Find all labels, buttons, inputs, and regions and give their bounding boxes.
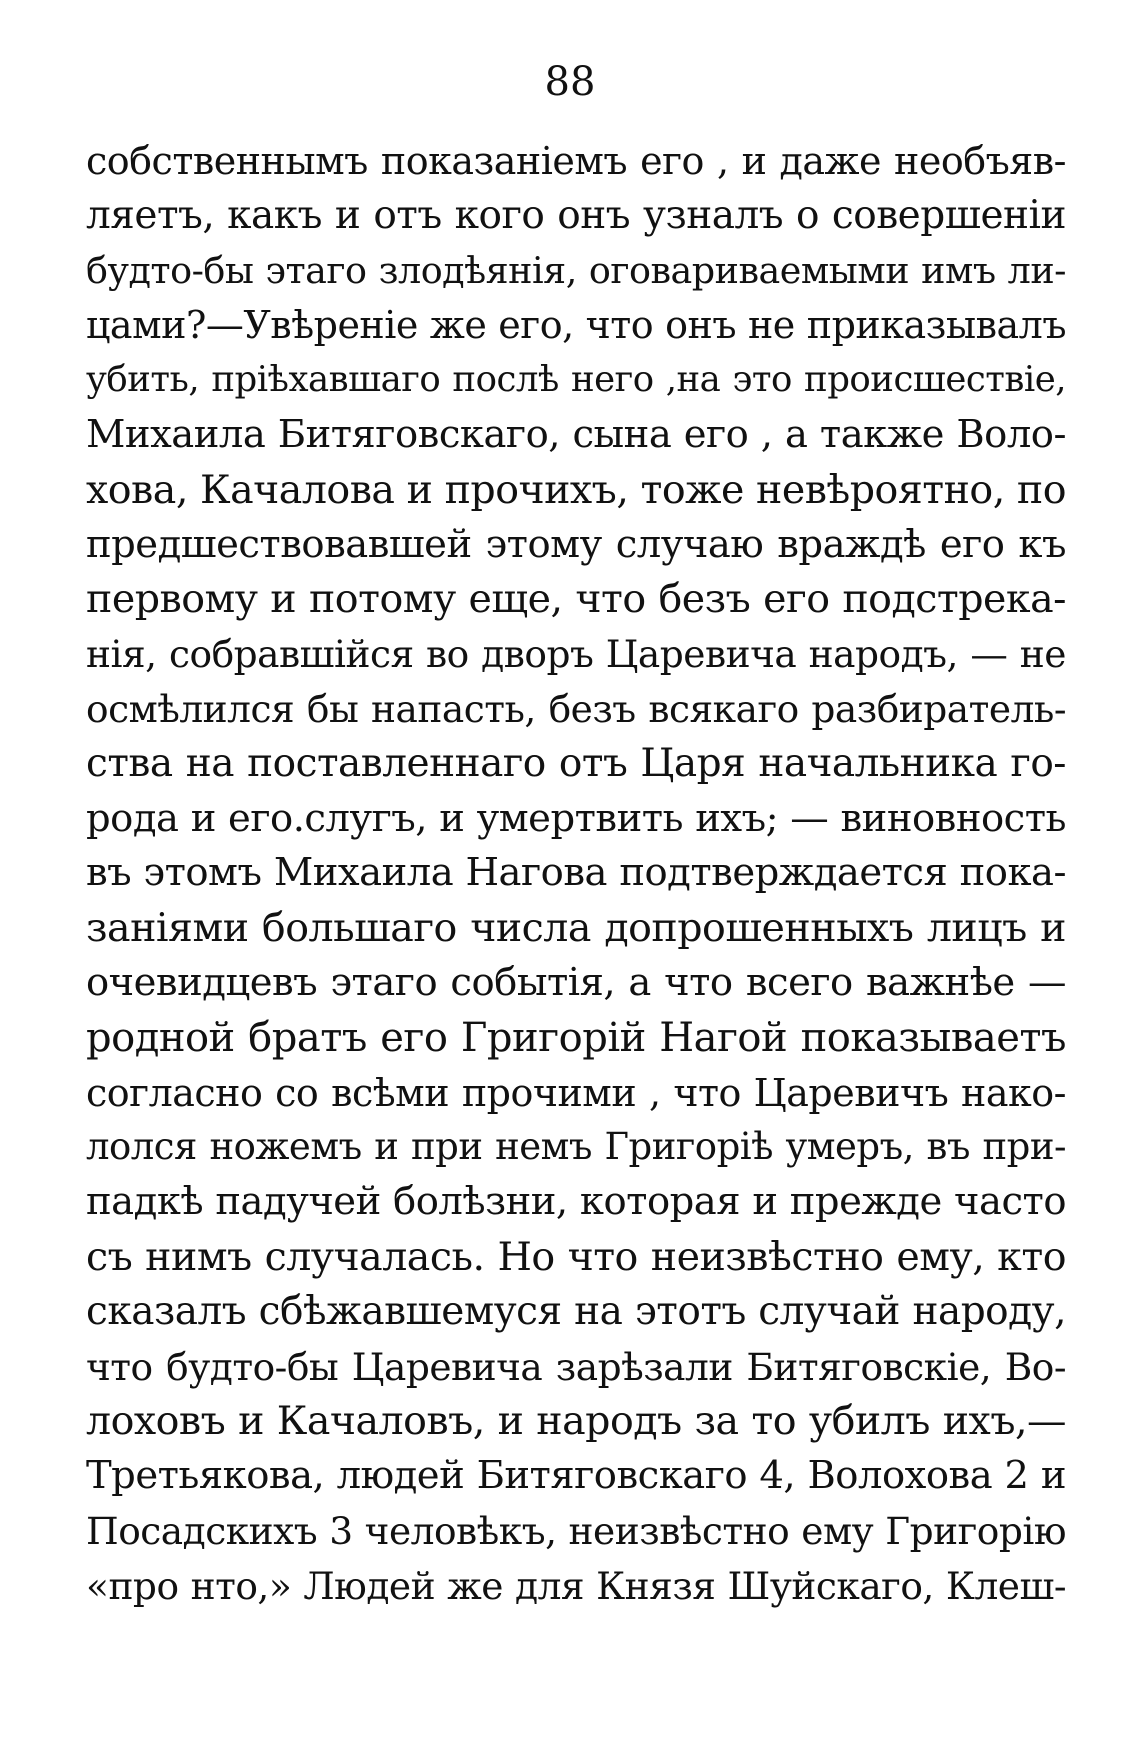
text-line: лолся ножемъ и при немъ Григоріѣ умеръ, въ при- [86,1125,1066,1169]
text-line: въ этомъ Михаила Нагова подтверждается пока- [86,850,1066,896]
text-line: родной братъ его Григорій Нагой показываетъ [86,1014,1066,1061]
text-line: предшествовавшей этому случаю враждѣ его къ [86,521,1066,567]
text-line: падкѣ падучей болѣзни, которая и прежде часто [86,1179,1066,1225]
text-line: лоховъ и Качаловъ, и народъ за то убилъ ихъ,— [86,1398,1066,1445]
text-line: согласно со всѣми прочими , что Царевичъ нако- [86,1070,1066,1115]
text-line: что будто-бы Царевича зарѣзали Битяговскіе, Во- [86,1344,1066,1389]
text-line: ляетъ, какъ и отъ кого онъ узналъ о совершеніи [86,192,1066,238]
text-line: Посадскихъ 3 человѣкъ, неизвѣстно ему Григорію [86,1508,1066,1553]
text-line: съ нимъ случалась. Но что неизвѣстно ему, кто [86,1233,1066,1280]
text-line: собственнымъ показаніемъ его , и даже необъяв- [86,139,1066,183]
body-text [86,134,1066,1614]
text-line: хова, Качалова и прочихъ, тоже невѣроятно, по [86,466,1066,513]
text-line: цами?—Увѣреніе же его, что онъ не приказывалъ [86,303,1066,348]
text-line: заніями большаго числа допрошенныхъ лицъ и [86,905,1066,952]
text-line: Михаила Битяговскаго, сына его , а также Воло- [86,411,1066,457]
text-line: «про нто,» Людей же для Князя Шуйскаго, Клеш- [86,1563,1066,1608]
text-line: сказалъ сбѣжавшемуся на этотъ случай народу, [86,1288,1066,1334]
text-line: первому и потому еще, что безъ его подстрека- [86,576,1066,623]
text-line: убить, пріѣхавшаго послѣ него ,на это происшествіе, [86,359,1066,401]
text-line: ства на поставленнаго отъ Царя начальника го- [86,740,1066,786]
text-line: рода и его.слугъ, и умертвить ихъ; — виновность [86,795,1066,841]
text-line: нія, собравшійся во дворъ Царевича народъ, — не [86,632,1066,677]
text-line: Третьякова, людей Битяговскаго 4, Волохова 2 и [86,1453,1066,1499]
text-line: будто-бы этаго злодѣянія, оговариваемыми имъ ли- [86,248,1066,292]
text-line: очевидцевъ этаго событія, а что всего важнѣе — [86,959,1066,1005]
page-number: 88 [544,59,596,105]
text-line: осмѣлился бы напасть, безъ всякаго разбиратель- [86,686,1066,731]
